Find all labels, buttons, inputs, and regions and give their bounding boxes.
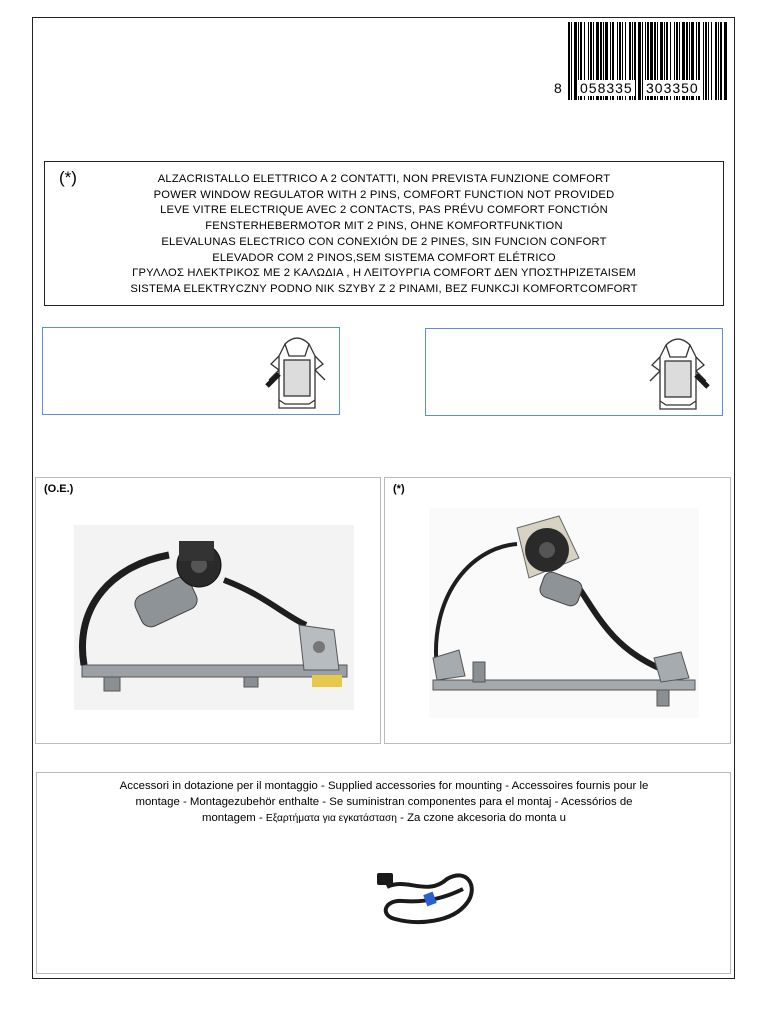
description-line-pl: SISTEMA ELEKTRYCZNY PODNO NIK SZYBY Z 2 PINAMI, BEZ FUNKCJI KOMFORTCOMFORT xyxy=(130,282,638,295)
barcode-bar xyxy=(642,22,643,100)
barcode-bar xyxy=(703,22,704,100)
accessories-line-1: Accessori in dotazione per il montaggio - Supplied accessories for mounting - Accessoires fournis pour le xyxy=(119,780,649,792)
description-line-en: POWER WINDOW REGULATOR WITH 2 PINS, COMFORT FUNCTION NOT PROVIDED xyxy=(153,188,615,201)
accessories-line-3-pl: - Za czone akcesoria do monta u xyxy=(400,811,567,824)
barcode-bar xyxy=(724,22,727,100)
accessories-line-2: montage - Montagezubehör enthalte - Se suministran componentes para el montaj - Acessórios de xyxy=(135,795,633,808)
position-box-front-left xyxy=(42,327,340,415)
car-top-view-icon xyxy=(646,331,710,413)
barcode-bar xyxy=(708,22,709,100)
barcode-bar xyxy=(705,22,707,100)
asterisk-marker: (*) xyxy=(59,168,77,187)
barcode-digit-first: 8 xyxy=(554,80,563,96)
description-line-it: ALZACRISTALLO ELETTRICO A 2 CONTATTI, NON PREVISTA FUNZIONE COMFORT xyxy=(157,173,611,185)
barcode-bar xyxy=(638,22,641,100)
accessories-line-3 xyxy=(45,811,723,827)
barcode-bar xyxy=(720,22,722,100)
window-regulator-image xyxy=(74,525,354,710)
description-line-fr: LEVE VITRE ELECTRIQUE AVEC 2 CONTACTS, PAS PRÉVU COMFORT FONCTIÓN xyxy=(160,204,608,217)
description-line-es: ELEVALUNAS ELECTRICO CON CONEXIÓN DE 2 PINES, SIN FUNCION CONFORT xyxy=(161,235,607,248)
barcode-bar xyxy=(571,22,572,100)
accessories-line-3-el: Εξαρτήματα για εγκατάσταση xyxy=(265,812,397,824)
photo-panel-oe xyxy=(35,477,381,744)
accessories-box xyxy=(36,772,731,974)
description-line-de: FENSTERHEBERMOTOR MIT 2 PINS, OHNE KOMFORTFUNKTION xyxy=(205,220,563,233)
photo-label-oe: (O.E.) xyxy=(44,483,74,495)
accessories-text xyxy=(45,779,723,826)
car-top-view-icon xyxy=(265,330,329,412)
barcode-bar xyxy=(711,22,712,100)
accessories-line-3-pt: montagem - xyxy=(201,811,263,824)
barcode-bar xyxy=(568,22,570,100)
description-line-el: ΓΡΥΛΛΟΣ ΗΛΕΚΤΡΙΚΟΣ ΜΕ 2 ΚΑΛΩΔΙΑ , Η ΛΕΙΤΟΥΡΓΙΑ COMFORT ΔΕΝ ΥΠΟΣΤΗΡΙΖΕΤΑΙSEM xyxy=(132,267,636,280)
photo-label-replacement: (*) xyxy=(393,483,405,495)
barcode-bar xyxy=(718,22,719,100)
description-lines xyxy=(45,172,723,298)
wiring-harness-icon xyxy=(367,867,479,931)
position-box-front-right xyxy=(425,328,723,416)
description-box xyxy=(44,161,724,306)
barcode-bar xyxy=(574,22,577,100)
barcode-digit-group1: 058335 xyxy=(580,80,633,96)
barcode-bar xyxy=(715,22,717,100)
barcode-digit-group2: 303350 xyxy=(646,80,699,96)
window-regulator-image xyxy=(429,508,699,718)
photo-replacement-regulator xyxy=(429,508,699,718)
description-line-pt: ELEVADOR COM 2 PINOS,SEM SISTEMA COMFORT ELÉTRICO xyxy=(212,251,556,264)
photo-panel-replacement xyxy=(384,477,731,744)
photo-oe-regulator xyxy=(74,525,354,710)
